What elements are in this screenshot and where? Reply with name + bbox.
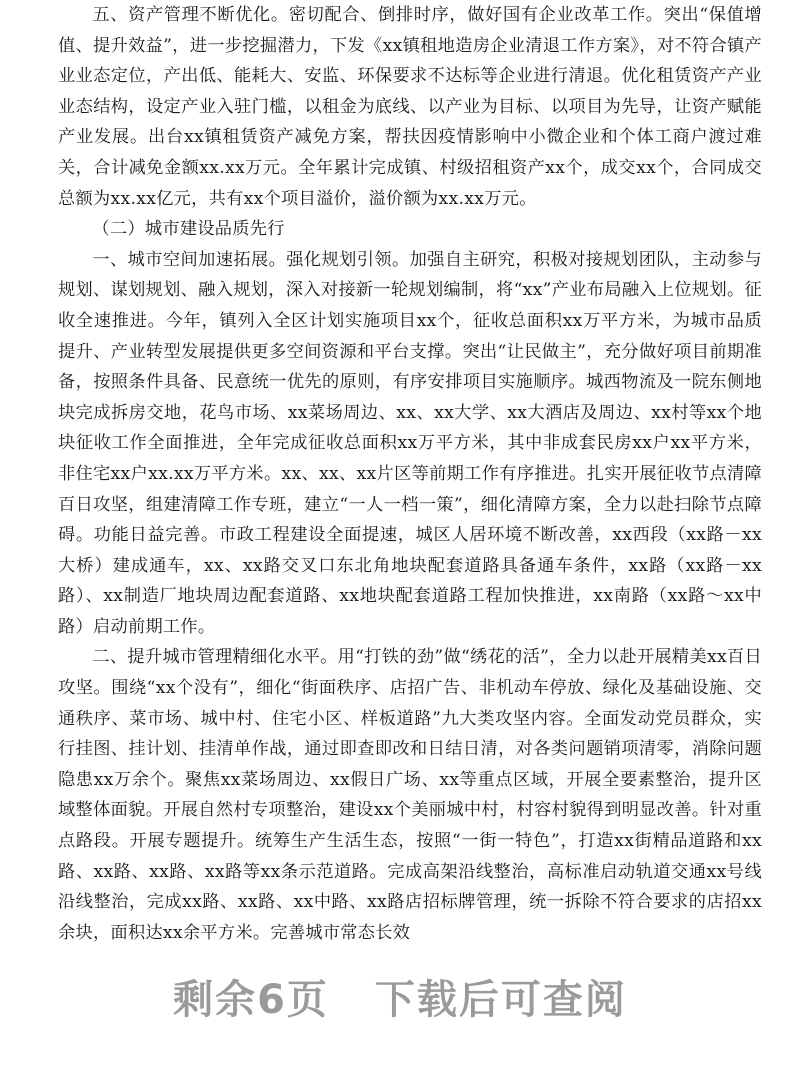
- paragraph-asset-management: 五、资产管理不断优化。密切配合、倒排时序，做好国有企业改革工作。突出“保值增值、提升效益”，进一步挖掘潜力，下发《xx镇租地造房企业清退工作方案》，对不符合镇产业业态定位，产出低、能耗大、安监、环保要求不达标等企业进行清退。优化租赁资产产业业态结构，设定产业入驻门槛，以租金为底线、以产业为目标、以项目为先导，让资产赋能产业发展。出台xx镇租赁资产减免方案，帮扶因疫情影响中小微企业和个体工商户渡过难关，合计减免金额xx.xx万元。全年累计完成镇、村级招租资产xx个，成交xx个，合同成交总额为xx.xx亿元，共有xx个项目溢价，溢价额为xx.xx万元。: [58, 5, 762, 209]
- document-body: [58, 0, 762, 948]
- paragraph-city-management: 二、提升城市管理精细化水平。用“打铁的劲”做“绣花的活”，全力以赴开展精美xx百日攻坚。围绕“xx个没有”，细化“街面秩序、店招广告、非机动车停放、绿化及基础设施、交通秩序、菜市场、城中村、住宅小区、样板道路”九大类攻坚内容。全面发动党员群众，实行挂图、挂计划、挂清单作战，通过即查即改和日结日清，对各类问题销项清零，消除问题隐患xx万余个。聚焦xx菜场周边、xx假日广场、xx等重点区域，开展全要素整治，提升区域整体面貌。开展自然村专项整治，建设xx个美丽城中村，村容村貌得到明显改善。针对重点路段。开展专题提升。统筹生产生活生态，按照“一街一特色”，打造xx街精品道路和xx路、xx路、xx路、xx路等xx条示范道路。完成高架沿线整治，高标准启动轨道交通xx号线沿线整治，完成xx路、xx路、xx中路、xx路店招标牌管理，统一拆除不符合要求的店招xx余块，面积达xx余平方米。完善城市常态长效: [58, 647, 762, 943]
- remaining-pages-label: 剩余6页: [173, 977, 329, 1023]
- section-heading-urban-construction: （二）城市建设品质先行: [92, 219, 285, 240]
- remaining-pages-banner[interactable]: [0, 968, 800, 1025]
- paragraph-urban-space: 一、城市空间加速拓展。强化规划引领。加强自主研究，积极对接规划团队，主动参与规划、谋划规划、融入规划，深入对接新一轮规划编制，将“xx”产业布局融入上位规划。征收全速推进。今年，镇列入全区计划实施项目xx个，征收总面积xx万平方米，为城市品质提升、产业转型发展提供更多空间资源和平台支撑。突出“让民做主”，充分做好项目前期准备，按照条件具备、民意统一优先的原则，有序安排项目实施顺序。城西物流及一院东侧地块完成拆房交地，花鸟市场、xx菜场周边、xx、xx大学、xx大酒店及周边、xx村等xx个地块征收工作全面推进，全年完成征收总面积xx万平方米，其中非成套民房xx户xx平方米，非住宅xx户xx.xx万平方米。xx、xx、xx片区等前期工作有序推进。扎实开展征收节点清障百日攻坚，组建清障工作专班，建立“一人一档一策”，细化清障方案，全力以赴扫除节点障碍。功能日益完善。市政工程建设全面提速，城区人居环境不断改善，xx西段（xx路－xx大桥）建成通车，xx、xx路交叉口东北角地块配套道路具备通车条件，xx路（xx路－xx路）、xx制造厂地块周边配套道路、xx地块配套道路工程加快推进，xx南路（xx路～xx中路）启动前期工作。: [58, 249, 762, 637]
- download-prompt-label: 下载后可查阅: [374, 977, 627, 1023]
